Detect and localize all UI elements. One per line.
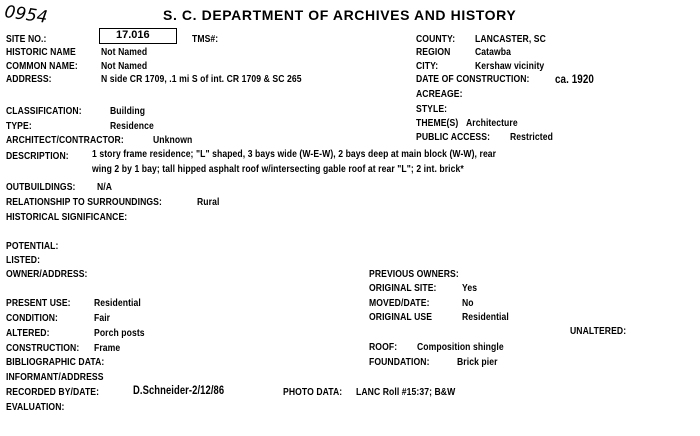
- roof-value: Composition shingle: [417, 341, 504, 353]
- photo-data-label: PHOTO DATA:: [283, 386, 343, 398]
- outbuildings-value: N/A: [97, 181, 113, 193]
- owner-address-label: OWNER/ADDRESS:: [6, 268, 88, 280]
- photo-data-value: LANC Roll #15:37; B&W: [356, 386, 456, 398]
- themes-label: THEME(S): [416, 117, 459, 129]
- original-use-value: Residential: [462, 311, 509, 323]
- original-use-label: ORIGINAL USE: [369, 311, 433, 323]
- informant-label: INFORMANT/ADDRESS: [6, 371, 104, 383]
- historical-significance-label: HISTORICAL SIGNIFICANCE:: [6, 211, 128, 223]
- historic-name-value: Not Named: [101, 46, 148, 58]
- original-site-value: Yes: [462, 282, 478, 294]
- county-value: LANCASTER, SC: [475, 33, 546, 45]
- foundation-value: Brick pier: [457, 356, 498, 368]
- architect-value: Unknown: [153, 134, 193, 146]
- style-label: STYLE:: [416, 103, 448, 115]
- foundation-label: FOUNDATION:: [369, 356, 430, 368]
- tms-label: TMS#:: [192, 33, 219, 45]
- outbuildings-label: OUTBUILDINGS:: [6, 181, 76, 193]
- present-use-value: Residential: [94, 297, 141, 309]
- potential-label: POTENTIAL:: [6, 240, 59, 252]
- date-of-construction-value: ca. 1920: [555, 72, 594, 86]
- construction-value: Frame: [94, 342, 121, 354]
- architect-label: ARCHITECT/CONTRACTOR:: [6, 134, 124, 146]
- description-label: DESCRIPTION:: [6, 150, 69, 162]
- classification-label: CLASSIFICATION:: [6, 105, 82, 117]
- altered-label: ALTERED:: [6, 327, 50, 339]
- type-value: Residence: [110, 120, 154, 132]
- roof-label: ROOF:: [369, 341, 398, 353]
- moved-date-value: No: [462, 297, 474, 309]
- county-label: COUNTY:: [416, 33, 456, 45]
- region-value: Catawba: [475, 46, 511, 58]
- date-of-construction-label: DATE OF CONSTRUCTION:: [416, 73, 530, 85]
- moved-date-label: MOVED/DATE:: [369, 297, 430, 309]
- altered-value: Porch posts: [94, 327, 145, 339]
- condition-label: CONDITION:: [6, 312, 59, 324]
- bibliographic-label: BIBLIOGRAPHIC DATA:: [6, 356, 105, 368]
- listed-label: LISTED:: [6, 254, 41, 266]
- public-access-label: PUBLIC ACCESS:: [416, 131, 491, 143]
- page-title: S. C. DEPARTMENT OF ARCHIVES AND HISTORY: [163, 7, 517, 23]
- description-line-2: wing 2 by 1 bay; tall hipped asphalt roof w/intersecting gable roof at rear "L"; 2 int. brick*: [92, 163, 464, 175]
- handwritten-number: 0954: [3, 2, 49, 28]
- construction-label: CONSTRUCTION:: [6, 342, 80, 354]
- type-label: TYPE:: [6, 120, 32, 132]
- original-site-label: ORIGINAL SITE:: [369, 282, 437, 294]
- site-no-value: 17.016: [116, 29, 150, 41]
- city-value: Kershaw vicinity: [475, 60, 545, 72]
- historic-name-label: HISTORIC NAME: [6, 46, 76, 58]
- region-label: REGION: [416, 46, 451, 58]
- common-name-value: Not Named: [101, 60, 148, 72]
- relationship-value: Rural: [197, 196, 220, 208]
- themes-value: Architecture: [466, 117, 518, 129]
- site-no-label: SITE NO.:: [6, 33, 47, 45]
- evaluation-label: EVALUATION:: [6, 401, 65, 413]
- condition-value: Fair: [94, 312, 111, 324]
- common-name-label: COMMON NAME:: [6, 60, 78, 72]
- recorded-by-label: RECORDED BY/DATE:: [6, 386, 100, 398]
- acreage-label: ACREAGE:: [416, 88, 463, 100]
- classification-value: Building: [110, 105, 146, 117]
- previous-owners-label: PREVIOUS OWNERS:: [369, 268, 459, 280]
- public-access-value: Restricted: [510, 131, 553, 143]
- unaltered-label: UNALTERED:: [570, 325, 627, 337]
- description-line-1: 1 story frame residence; "L" shaped, 3 bays wide (W-E-W), 2 bays deep at main block (W-W), rear: [92, 148, 497, 160]
- recorded-by-value: D.Schneider-2/12/86: [133, 385, 225, 397]
- address-label: ADDRESS:: [6, 73, 52, 85]
- address-value: N side CR 1709, .1 mi S of int. CR 1709 & SC 265: [101, 73, 302, 85]
- present-use-label: PRESENT USE:: [6, 297, 71, 309]
- relationship-label: RELATIONSHIP TO SURROUNDINGS:: [6, 196, 162, 208]
- city-label: CITY:: [416, 60, 439, 72]
